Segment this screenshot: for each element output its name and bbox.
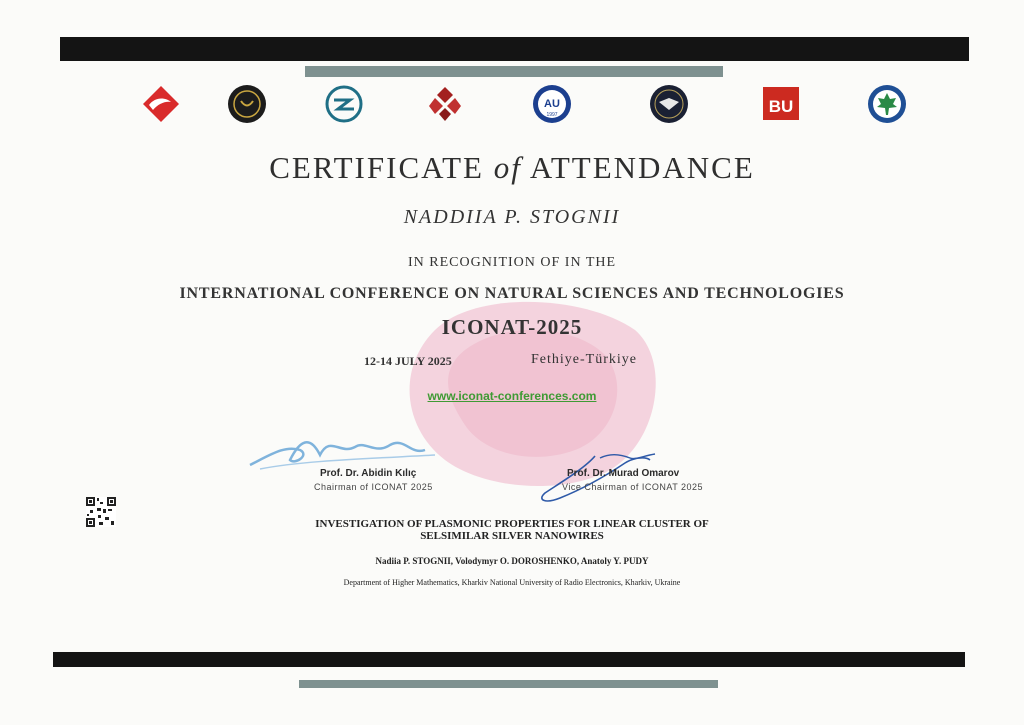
maple-leaf-seal-icon bbox=[867, 84, 907, 124]
dark-eagle-seal-icon bbox=[649, 84, 689, 124]
chairman-role: Chairman of ICONAT 2025 bbox=[314, 482, 433, 492]
top-black-bar bbox=[60, 37, 969, 61]
conference-name: INTERNATIONAL CONFERENCE ON NATURAL SCIENCES AND TECHNOLOGIES bbox=[179, 285, 845, 302]
chairman-name: Prof. Dr. Abidin Kılıç bbox=[320, 468, 417, 479]
conference-location: Fethiye-Türkiye bbox=[531, 352, 637, 367]
paper-title-line2: SELSIMILAR SILVER NANOWIRES bbox=[420, 530, 604, 542]
vice-chairman-name: Prof. Dr. Murad Omarov bbox=[567, 468, 680, 479]
conference-date: 12-14 JULY 2025 bbox=[364, 354, 452, 368]
paper-title bbox=[0, 518, 1024, 542]
bu-logo-icon bbox=[763, 87, 799, 120]
red-diamond-logo-icon bbox=[141, 84, 181, 124]
certificate-title bbox=[0, 150, 1024, 186]
top-grey-bar bbox=[305, 66, 723, 77]
title-prefix: CERTIFICATE bbox=[269, 150, 494, 185]
bottom-black-bar bbox=[53, 652, 965, 667]
teal-ring-logo-icon bbox=[324, 84, 364, 124]
red-geometric-logo-icon bbox=[425, 84, 465, 124]
title-of: of bbox=[493, 150, 522, 185]
paper-affiliation: Department of Higher Mathematics, Kharkiv National University of Radio Electronics, Kharkiv, Ukraine bbox=[343, 578, 681, 587]
au-logo-text: AU bbox=[544, 98, 560, 110]
paper-title-line1: INVESTIGATION OF PLASMONIC PROPERTIES FOR LINEAR CLUSTER OF bbox=[315, 518, 709, 530]
recognition-text: IN RECOGNITION OF IN THE bbox=[407, 255, 617, 270]
vice-chairman-role: Vice Chairman of ICONAT 2025 bbox=[562, 482, 704, 492]
conference-acronym: ICONAT-2025 bbox=[441, 315, 583, 339]
recipient-name: NADDIIA P. STOGNII bbox=[403, 206, 621, 228]
bottom-grey-bar bbox=[299, 680, 718, 688]
au-1997-seal-icon bbox=[532, 84, 572, 124]
au-logo-year: 1997 bbox=[546, 112, 558, 118]
title-suffix: ATTENDANCE bbox=[521, 150, 755, 185]
bu-logo-text: BU bbox=[768, 97, 794, 116]
paper-authors: Nadiia P. STOGNII, Volodymyr O. DOROSHENKO, Anatoly Y. PUDY bbox=[375, 556, 649, 566]
website-link[interactable]: www.iconat-conferences.com bbox=[427, 389, 597, 403]
round-seal-logo-icon bbox=[227, 84, 267, 124]
